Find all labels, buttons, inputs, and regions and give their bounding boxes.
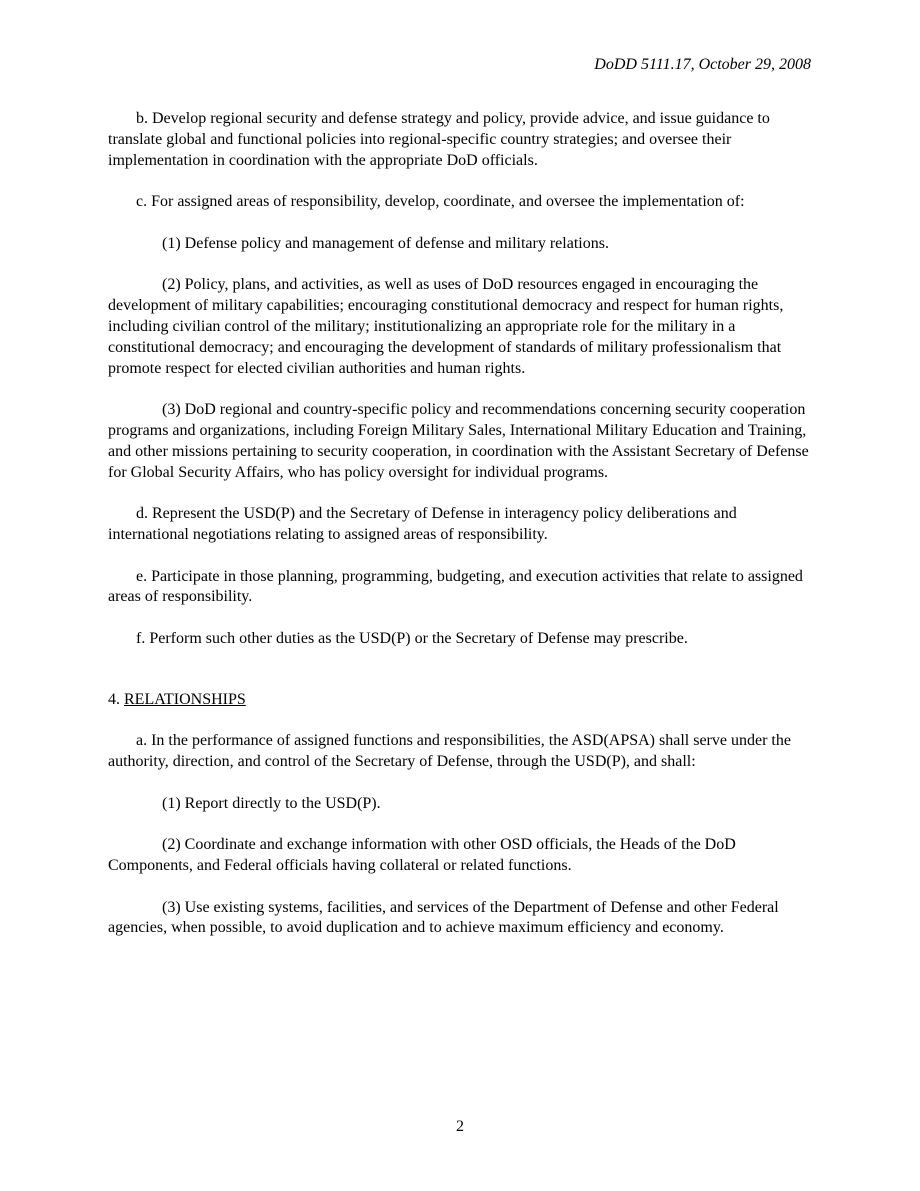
paragraph-3f: f. Perform such other duties as the USD(P) or the Secretary of Defense may prescribe.: [136, 629, 688, 647]
section-number: 4.: [108, 690, 124, 708]
paragraph-3c3: (3) DoD regional and country-specific policy and recommendations concerning security cooperation programs and organizations, including Foreign Military Sales, International Military Education and Training, and other missions pertaining to security cooperation, in coordination with the Assistant Secretary of Defense for Global Security Affairs, who has policy oversight for individual programs.: [108, 401, 809, 481]
running-header: DoDD 5111.17, October 29, 2008: [594, 56, 811, 73]
page-number: 2: [456, 1118, 464, 1135]
paragraph-3c2: (2) Policy, plans, and activities, as well as uses of DoD resources engaged in encouraging the development of military capabilities; encouraging constitutional democracy and respect for human rights, including civilian control of the military; institutionalizing an appropriate role for the military in a constitutional democracy; and encouraging the development of standards of military professionalism that promote respect for elected civilian authorities and human rights.: [108, 276, 784, 377]
paragraph-4a2: (2) Coordinate and exchange information with other OSD officials, the Heads of the DoD Components, and Federal officials having collateral or related functions.: [108, 836, 736, 875]
paragraph-3e: e. Participate in those planning, programming, budgeting, and execution activities that relate to assigned areas of responsibility.: [108, 567, 803, 606]
paragraph-3c: c. For assigned areas of responsibility, develop, coordinate, and oversee the implementation of:: [136, 193, 745, 211]
document-body: [108, 109, 812, 960]
paragraph-4a3: (3) Use existing systems, facilities, and services of the Department of Defense and other Federal agencies, when possible, to avoid duplication and to achieve maximum efficiency and economy.: [108, 898, 779, 937]
section-4-heading: [108, 690, 812, 711]
paragraph-3c1: (1) Defense policy and management of defense and military relations.: [162, 234, 609, 252]
paragraph-4a1: (1) Report directly to the USD(P).: [162, 794, 381, 812]
paragraph-4a: a. In the performance of assigned functions and responsibilities, the ASD(APSA) shall serve under the authority, direction, and control of the Secretary of Defense, through the USD(P), and shall:: [108, 732, 791, 771]
section-title: RELATIONSHIPS: [124, 690, 246, 708]
paragraph-3b: b. Develop regional security and defense strategy and policy, provide advice, and issue guidance to translate global and functional policies into regional-specific country strategies; and oversee their implementation in coordination with the appropriate DoD officials.: [108, 110, 770, 169]
paragraph-3d: d. Represent the USD(P) and the Secretary of Defense in interagency policy deliberations and international negotiations relating to assigned areas of responsibility.: [108, 505, 737, 543]
